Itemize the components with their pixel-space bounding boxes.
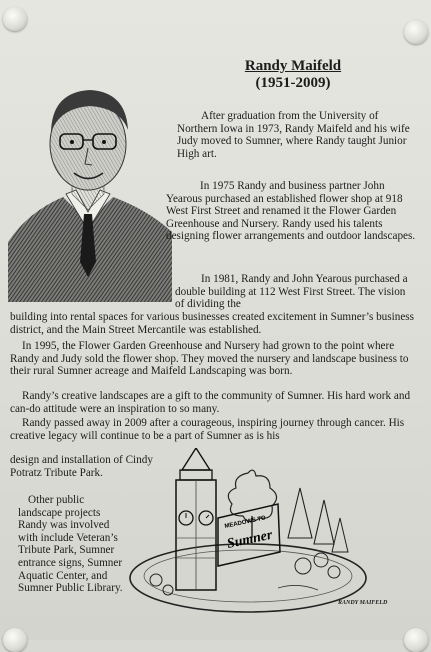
paragraph-legacy: Randy passed away in 2009 after a courageous, inspiring journey through cancer. His creative legacy will continue to be a part of Sumner as is his (10, 417, 405, 442)
park-sketch-illustration (128, 448, 374, 618)
artist-signature: RANDY MAIFELD (338, 600, 388, 606)
svg-text:Sumner: Sumner (225, 527, 274, 552)
screw-bottom-right-icon (404, 628, 428, 652)
svg-text:MEADOWS TO: MEADOWS TO (224, 515, 267, 530)
paragraph-mercantile: building into rental spaces for various businesses created excitement in Sumner’s business district, and the Main Street Mercantile was established. (10, 311, 415, 336)
screw-bottom-left-icon (3, 628, 27, 652)
screw-top-left-icon (3, 7, 27, 31)
person-name: Randy Maifeld (244, 58, 342, 74)
paragraph-flower-shop: In 1975 Randy and business partner John Yearous purchased an established flower shop at 918 West First Street and renamed it the Flower Garden Greenhouse and Nursery. Randy used his talents designing flower arrangements and outdoor landscapes. (166, 180, 416, 243)
paragraph-nursery: In 1995, the Flower Garden Greenhouse and Nursery had grown to the point where Randy and Judy sold the flower shop. They moved the nursery and landscape business to their rural Sumner acreage and Maifeld Landscaping was born. (10, 340, 409, 378)
paragraph-double-building: In 1981, Randy and John Yearous purchased a double building at 112 West First Street. The vision of dividing the (175, 273, 408, 311)
screw-top-right-icon (404, 20, 428, 44)
life-years: (1951-2009) (255, 75, 331, 91)
plaque-title (233, 58, 353, 92)
paragraph-graduation: After graduation from the University of Northern Iowa in 1973, Randy Maifeld and his wife Judy moved to Sumner, where Randy taught Junior High art. (177, 110, 410, 160)
paragraph-gift: Randy’s creative landscapes are a gift to the community of Sumner. His hard work and can-do attitude were an inspiration to so many. (10, 390, 411, 415)
paragraph-public-projects: Other public landscape projects Randy was involved with include Veteran’s Tribute Park, Sumner entrance signs, Sumner Aquatic Center, and Sumner Public Library. (18, 494, 123, 595)
paragraph-tribute-park: design and installation of Cindy Potratz Tribute Park. (10, 454, 153, 479)
portrait-engraving (8, 72, 172, 302)
